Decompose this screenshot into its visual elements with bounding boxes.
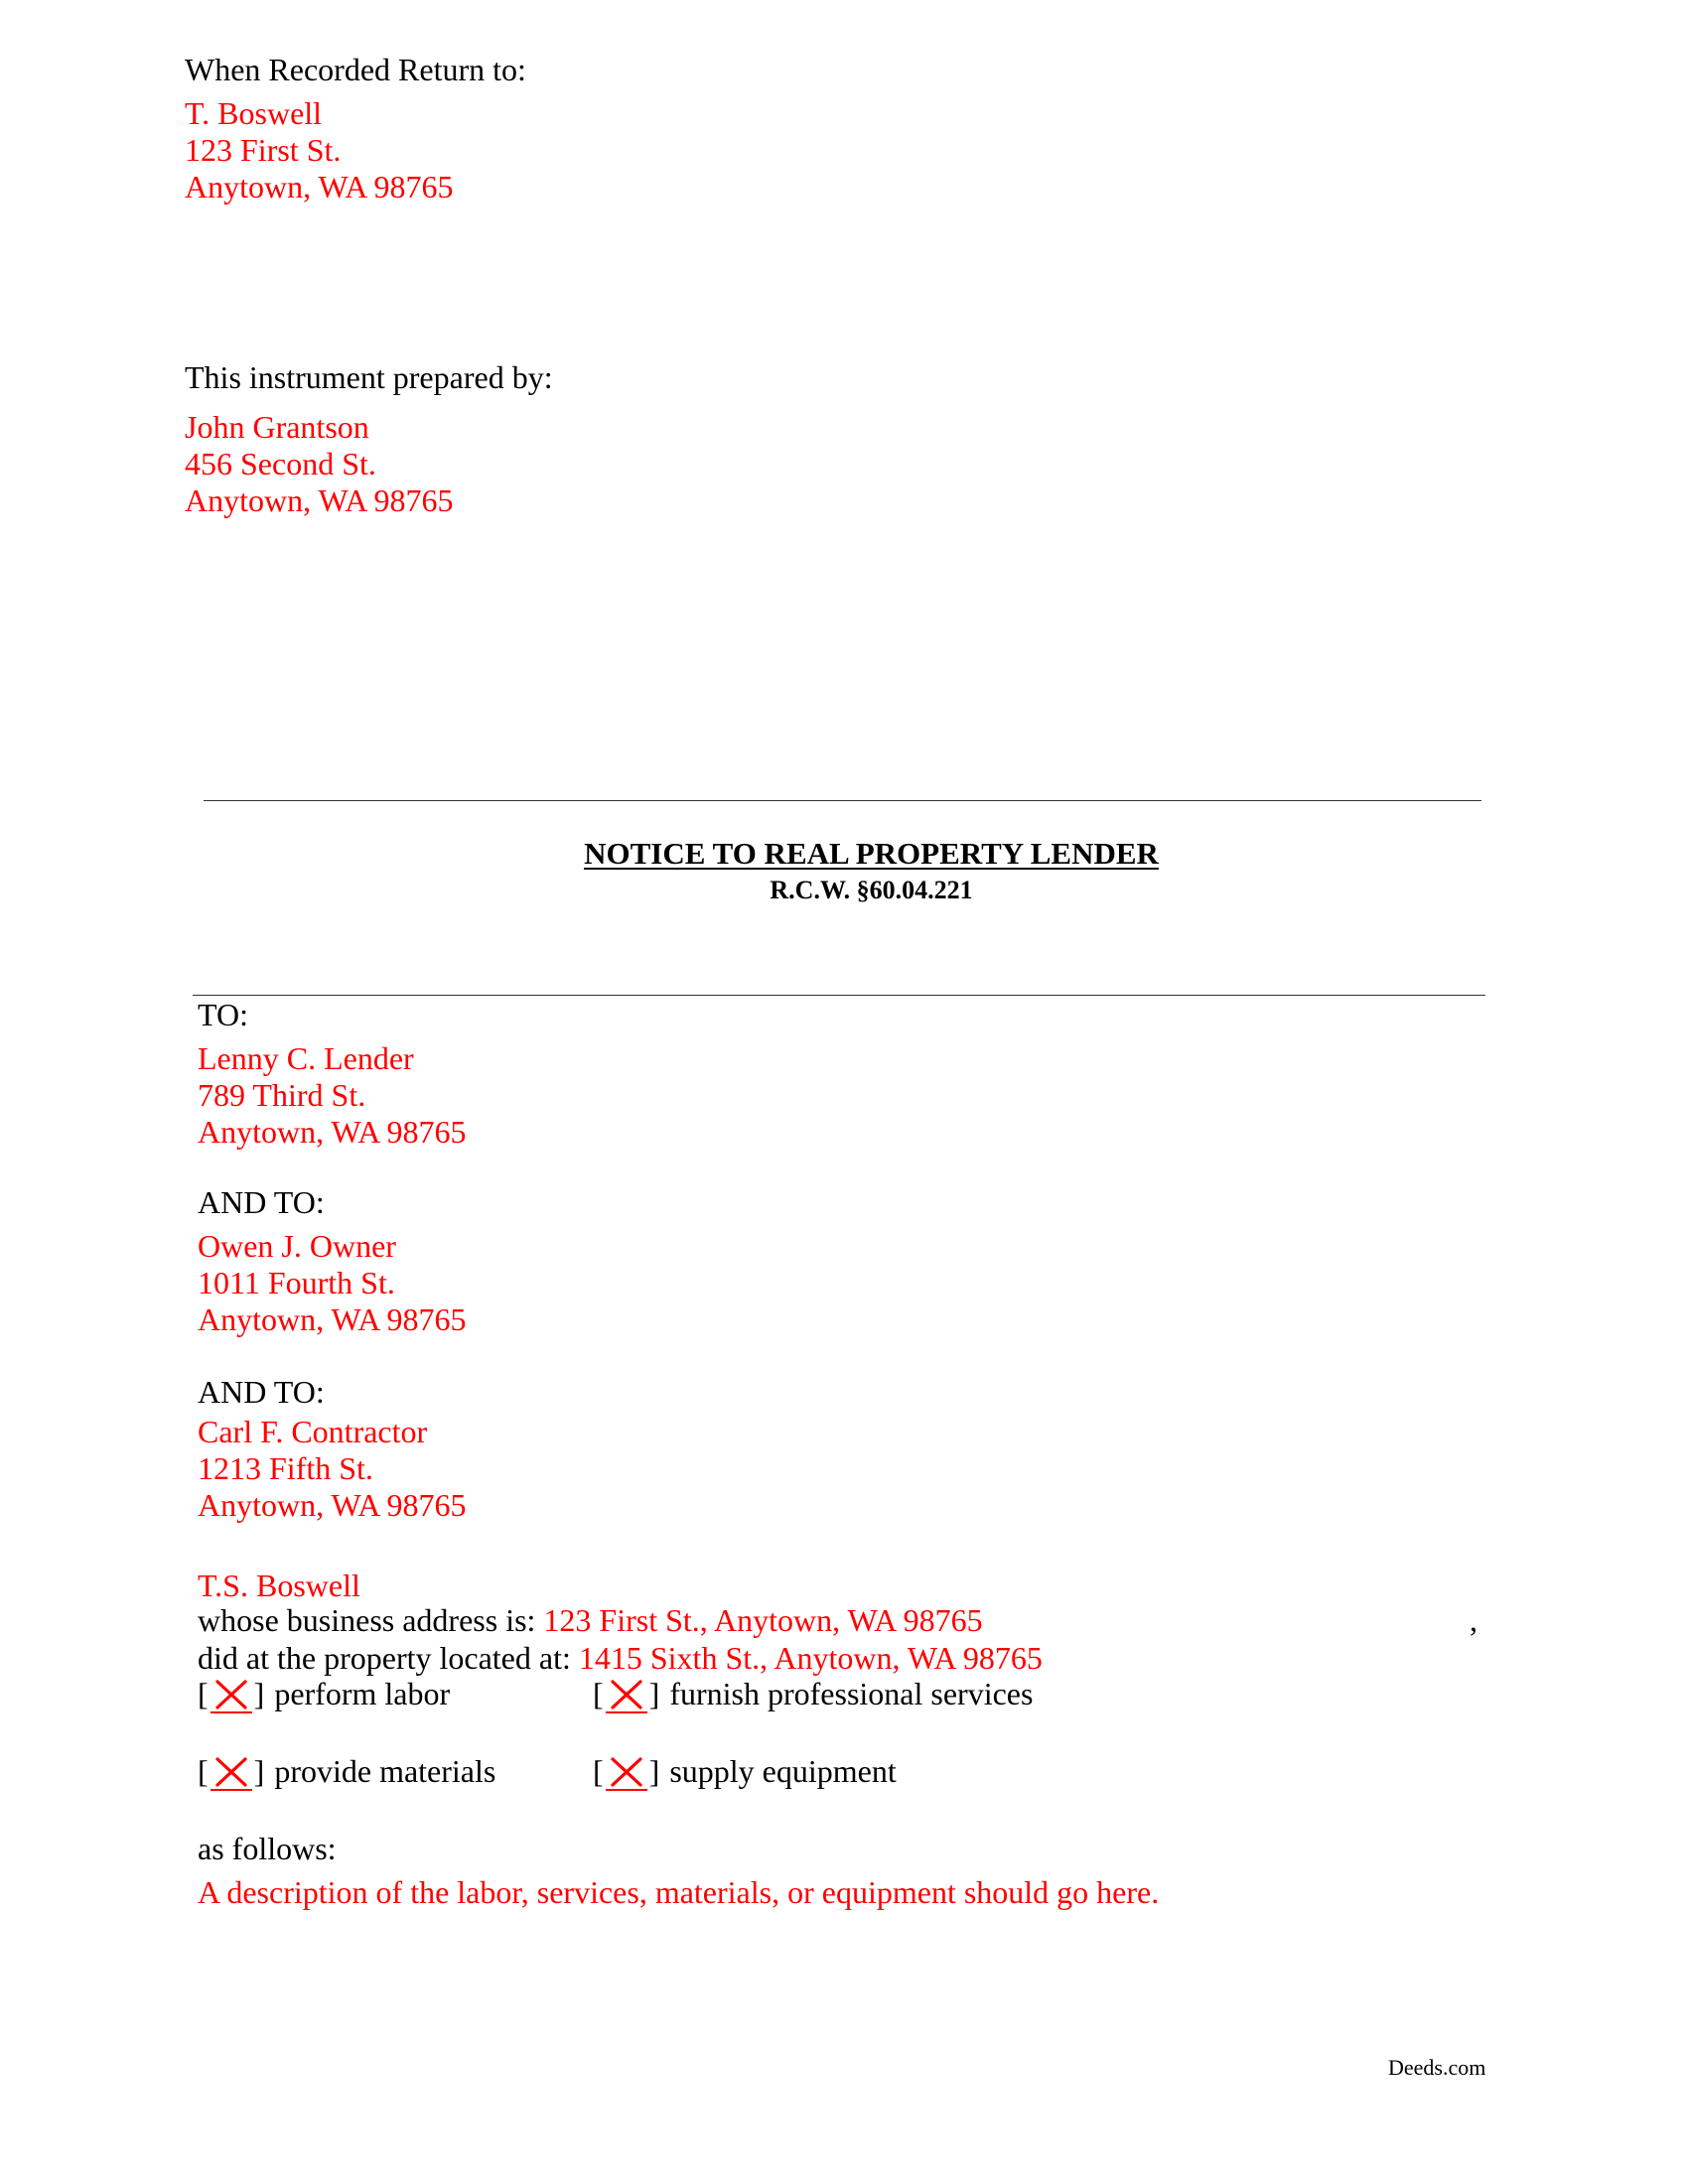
bracket-close: ] xyxy=(253,1753,265,1789)
property-address-line xyxy=(198,1640,1043,1677)
owner-street: 1011 Fourth St. xyxy=(198,1265,395,1300)
business-address-line xyxy=(198,1602,983,1639)
top-divider xyxy=(204,800,1481,801)
checkbox-furnish-services[interactable] xyxy=(606,1678,647,1713)
prepared-address xyxy=(185,409,454,519)
property-address-label: did at the property located at: xyxy=(198,1640,571,1676)
as-follows-label: as follows: xyxy=(198,1831,337,1866)
property-address-value: 1415 Sixth St., Anytown, WA 98765 xyxy=(578,1640,1043,1676)
checkbox-perform-labor[interactable] xyxy=(211,1678,252,1713)
owner-name: Owen J. Owner xyxy=(198,1228,396,1264)
document-title: NOTICE TO REAL PROPERTY LENDER xyxy=(584,836,1159,871)
bracket-open: [ xyxy=(198,1676,209,1711)
option-supply-equipment[interactable] xyxy=(593,1753,897,1790)
business-address-value: 123 First St., Anytown, WA 98765 xyxy=(543,1602,983,1638)
option-label: furnish professional services xyxy=(669,1676,1034,1711)
bracket-close: ] xyxy=(648,1753,660,1789)
return-city: Anytown, WA 98765 xyxy=(185,169,454,205)
contractor-name: Carl F. Contractor xyxy=(198,1414,428,1449)
contractor-city: Anytown, WA 98765 xyxy=(198,1487,467,1523)
option-label: provide materials xyxy=(274,1753,496,1789)
prepared-name: John Grantson xyxy=(185,409,369,445)
business-address-comma: , xyxy=(1470,1602,1477,1638)
owner-city: Anytown, WA 98765 xyxy=(198,1301,467,1337)
business-address-label: whose business address is: xyxy=(198,1602,536,1638)
work-description: A description of the labor, services, materials, or equipment should go here. xyxy=(198,1874,1160,1910)
checkbox-supply-equipment[interactable] xyxy=(606,1755,647,1791)
prepared-label: This instrument prepared by: xyxy=(185,359,553,395)
lender-street: 789 Third St. xyxy=(198,1077,366,1113)
footer-brand: Deeds.com xyxy=(1388,2055,1486,2080)
bracket-open: [ xyxy=(198,1753,209,1789)
and-to-label-contractor: AND TO: xyxy=(198,1374,325,1410)
check-x-icon xyxy=(611,1680,642,1709)
option-label: supply equipment xyxy=(669,1753,897,1789)
check-x-icon xyxy=(215,1757,247,1787)
check-x-icon xyxy=(611,1757,642,1787)
lender-address xyxy=(198,1040,467,1151)
checkbox-provide-materials[interactable] xyxy=(211,1755,252,1791)
to-label: TO: xyxy=(198,997,248,1032)
return-name: T. Boswell xyxy=(185,95,323,131)
contractor-address xyxy=(198,1414,467,1524)
bracket-open: [ xyxy=(593,1676,604,1711)
bracket-open: [ xyxy=(593,1753,604,1789)
option-perform-labor[interactable] xyxy=(198,1676,450,1712)
document-statute: R.C.W. §60.04.221 xyxy=(770,876,973,904)
prepared-city: Anytown, WA 98765 xyxy=(185,482,454,518)
bracket-close: ] xyxy=(253,1676,265,1711)
return-address xyxy=(185,95,454,205)
return-street: 123 First St. xyxy=(185,132,342,168)
return-label: When Recorded Return to: xyxy=(185,52,526,87)
option-furnish-services[interactable] xyxy=(593,1676,1033,1712)
claimant-name: T.S. Boswell xyxy=(198,1568,360,1603)
prepared-street: 456 Second St. xyxy=(185,446,376,481)
recipients-divider xyxy=(193,995,1485,996)
owner-address xyxy=(198,1228,467,1338)
check-x-icon xyxy=(215,1680,247,1709)
and-to-label-owner: AND TO: xyxy=(198,1184,325,1220)
contractor-street: 1213 Fifth St. xyxy=(198,1450,373,1486)
lender-name: Lenny C. Lender xyxy=(198,1040,414,1076)
lender-city: Anytown, WA 98765 xyxy=(198,1114,467,1150)
bracket-close: ] xyxy=(648,1676,660,1711)
option-label: perform labor xyxy=(274,1676,451,1711)
option-provide-materials[interactable] xyxy=(198,1753,495,1790)
